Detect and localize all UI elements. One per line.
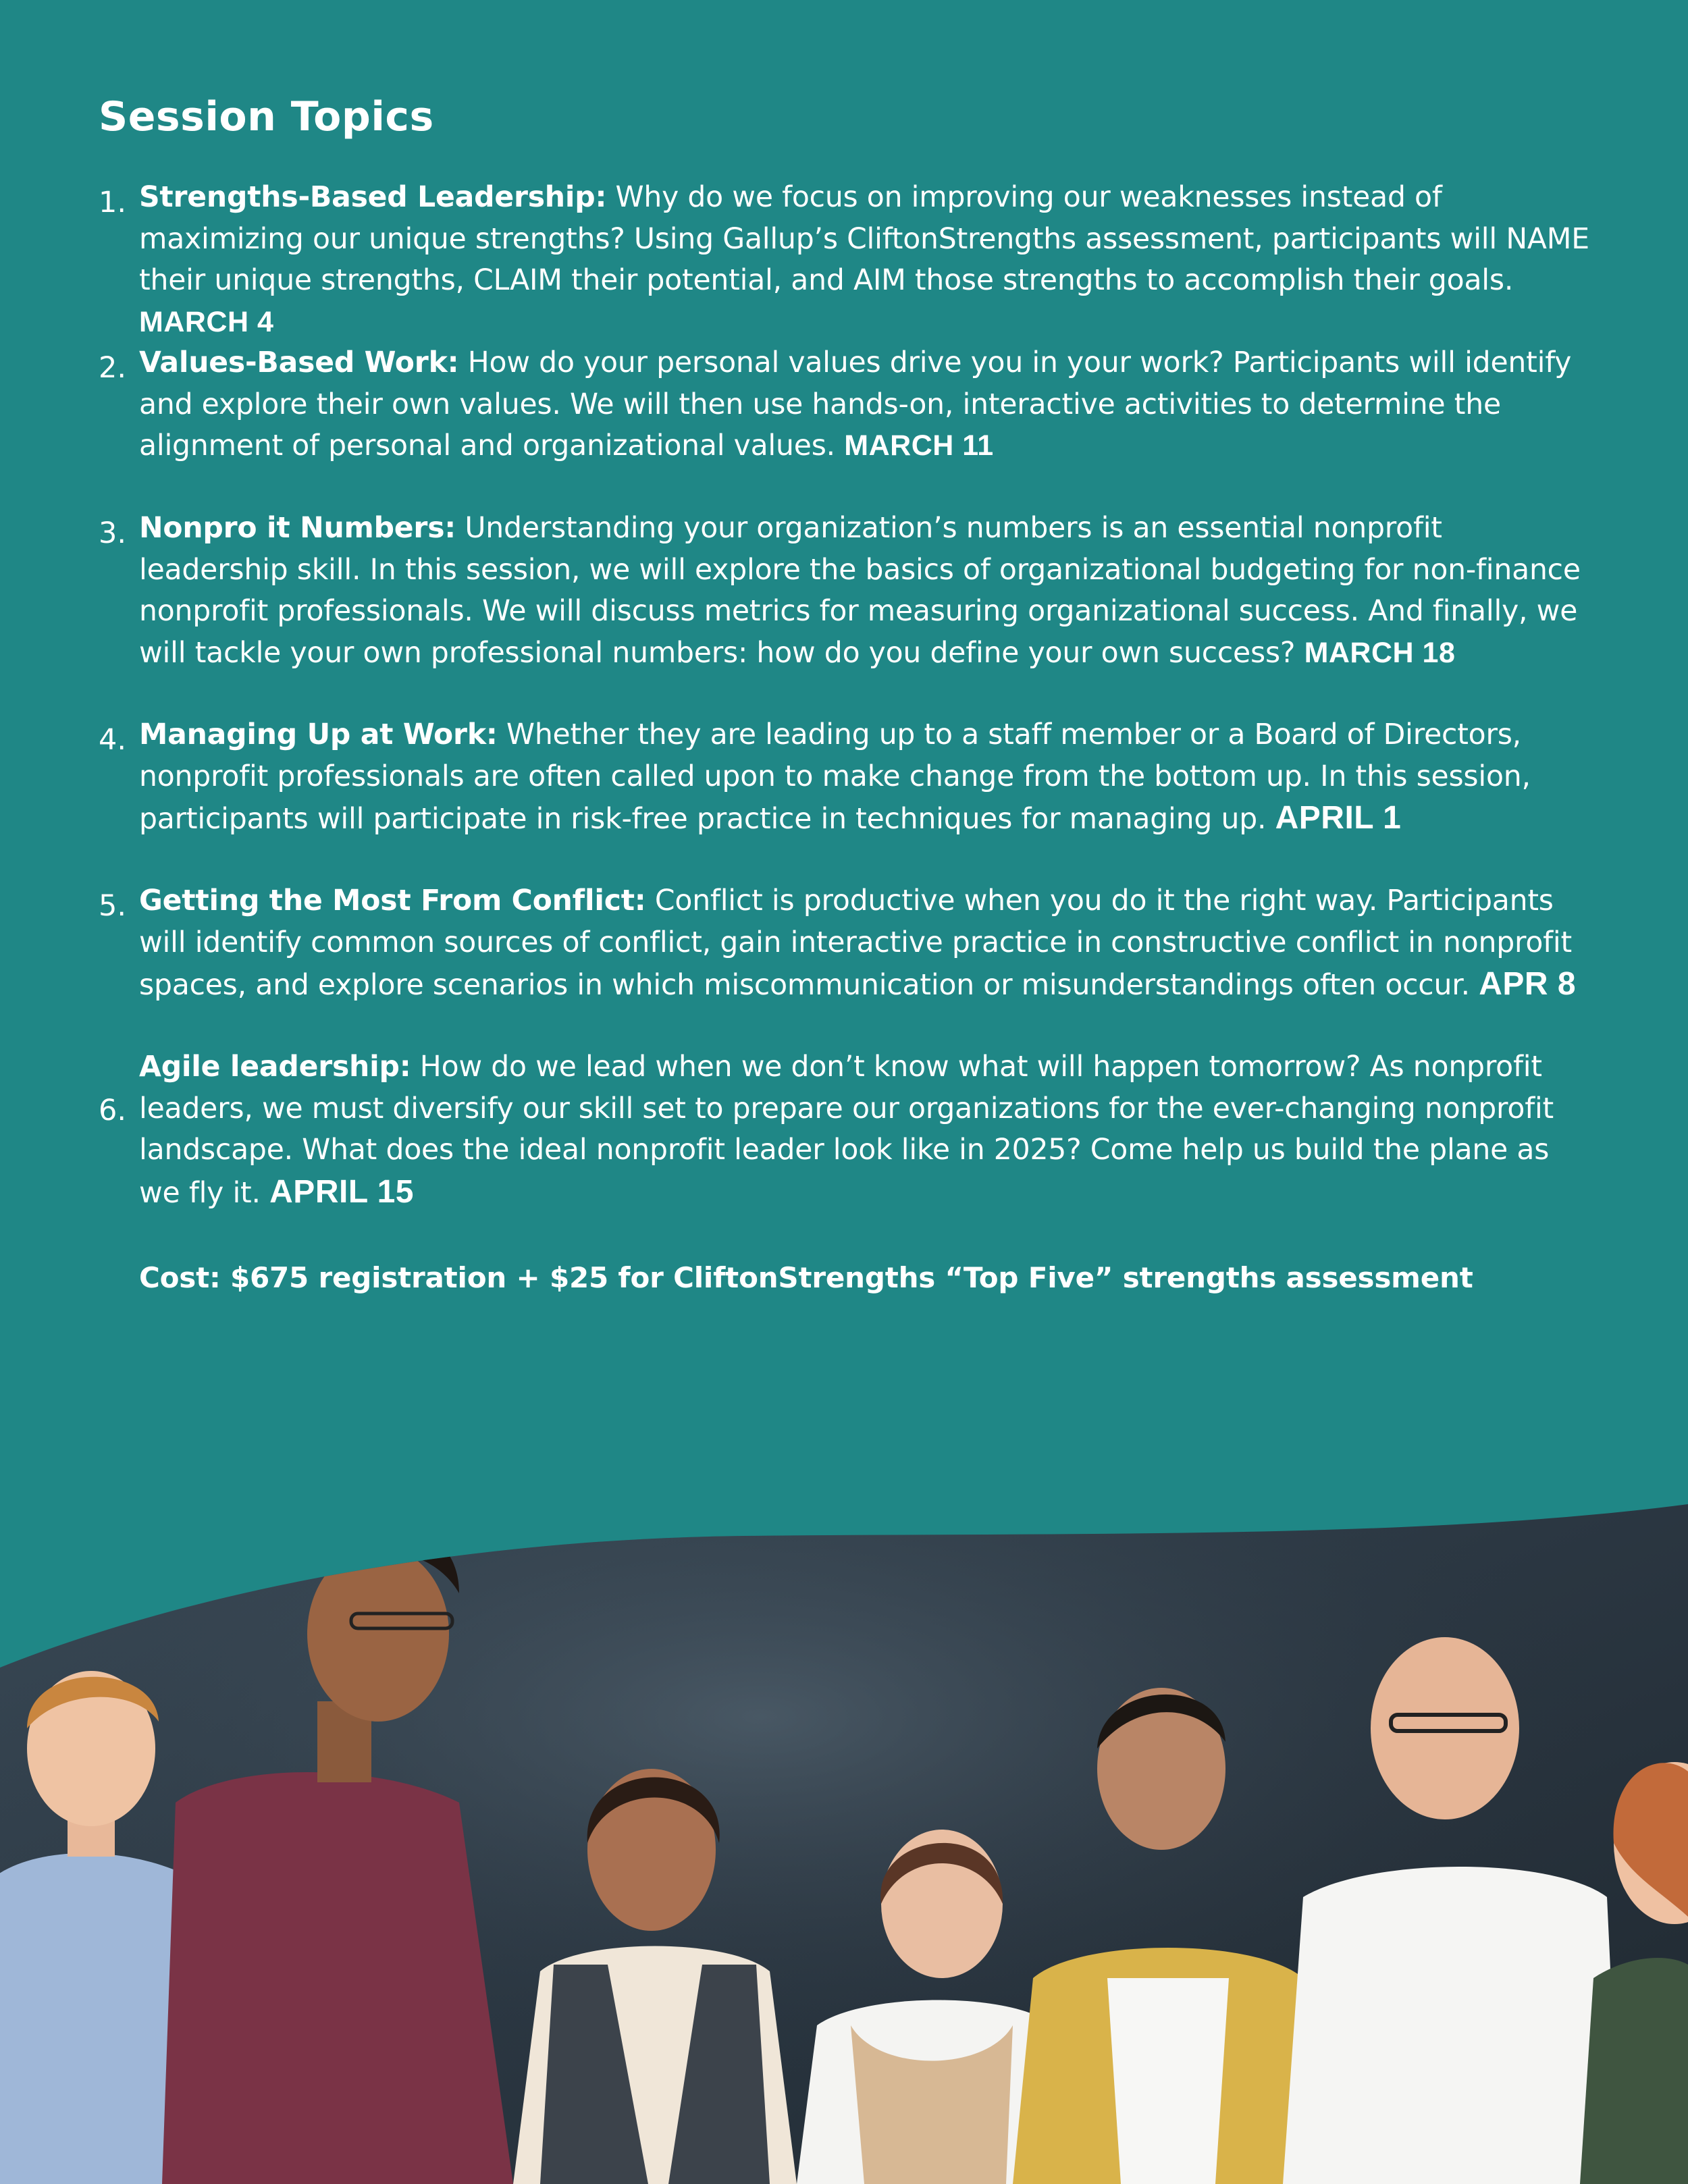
- topic-label: Values-Based Work:: [139, 346, 459, 379]
- topic-date: APRIL 1: [1275, 800, 1402, 836]
- topic-label: Managing Up at Work:: [139, 718, 498, 751]
- topic-label: Nonpro it Numbers:: [139, 512, 456, 545]
- topic-body: [139, 880, 1591, 1007]
- page-title: Session Topics: [99, 93, 434, 140]
- topic-body: [139, 177, 1591, 343]
- topic-body: [139, 1046, 1591, 1214]
- topic-date: MARCH 18: [1304, 636, 1456, 669]
- topic-label: Getting the Most From Conflict:: [139, 884, 646, 917]
- topic-text: How do your personal values drive you in your work? Participants will identify and explore their own values. We will then use hands-on, interactive activities to determine the alignment of personal and organizational values.: [139, 346, 1572, 462]
- topic-label: Agile leadership:: [139, 1050, 411, 1084]
- list-number: 3.: [99, 516, 127, 550]
- list-number: 5.: [99, 889, 127, 923]
- topic-date: APR 8: [1479, 966, 1577, 1002]
- topic-body: [139, 342, 1591, 467]
- topic-text: Whether they are leading up to a staff member or a Board of Directors, nonprofit professionals are often called upon to make change from the bottom up. In this session, participants will participate in risk-free practice in techniques for managing up.: [139, 718, 1531, 836]
- topic-text: Why do we focus on improving our weaknesses instead of maximizing our unique strengths? Using Gallup’s CliftonStrengths assessment, participants will NAME their unique strengths, CLAIM their potential, and AIM those strengths to accomplish their goals.: [139, 181, 1589, 297]
- topic-text: Understanding your organization’s numbers is an essential nonprofit leadership skill. In this session, we will explore the basics of organizational budgeting for non-finance nonprofit professionals. We will discuss metrics for measuring organizational success. And finally, we will tackle your own professional numbers: how do you define your own success?: [139, 512, 1581, 670]
- list-number: 1.: [99, 186, 127, 219]
- list-number: 6.: [99, 1094, 127, 1127]
- group-photo-illustration: [0, 1465, 1688, 2184]
- cost-note: Cost: $675 registration + $25 for CliftonStrengths “Top Five” strengths assessment: [139, 1261, 1473, 1294]
- topic-label: Strengths-Based Leadership:: [139, 181, 607, 214]
- topic-date: MARCH 11: [844, 429, 994, 462]
- topic-date: MARCH 4: [139, 305, 274, 338]
- topic-text: How do we lead when we don’t know what will happen tomorrow? As nonprofit leaders, we must diversify our skill set to prepare our organizations for the ever-changing nonprofit landscape. What does the ideal nonprofit leader look like in 2025? Come help us build the plane as we fly it.: [139, 1050, 1554, 1210]
- topic-body: [139, 714, 1591, 841]
- list-number: 4.: [99, 723, 127, 757]
- group-photo: [0, 1465, 1688, 2184]
- list-number: 2.: [99, 351, 127, 385]
- topic-date: APRIL 15: [269, 1173, 414, 1210]
- topic-text: Conflict is productive when you do it the right way. Participants will identify common sources of conflict, gain interactive practice in constructive conflict in nonprofit spaces, and explore scenarios in which miscommunication or misunderstandings often occur.: [139, 884, 1572, 1002]
- topic-body: [139, 508, 1591, 674]
